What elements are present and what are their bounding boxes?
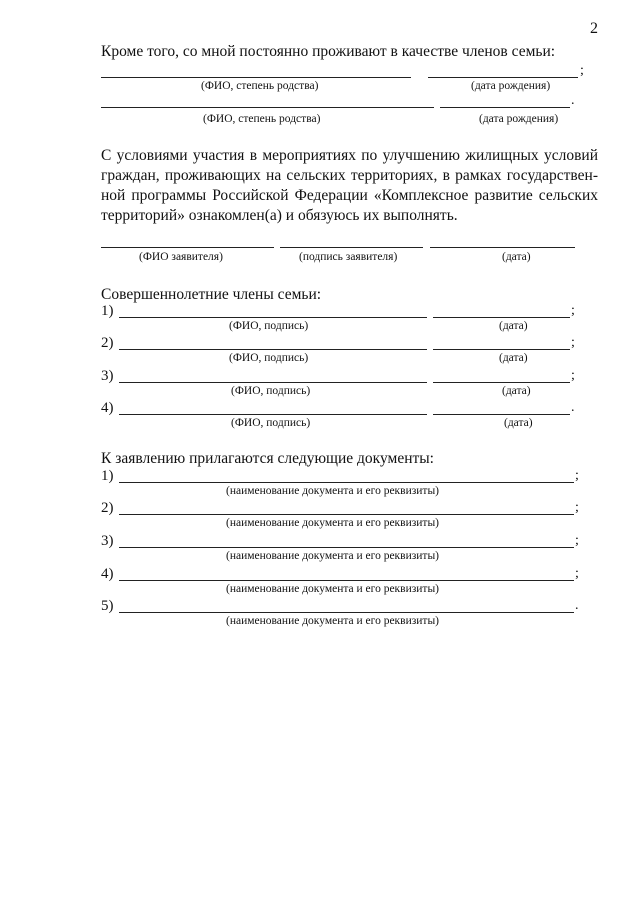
adult-row-2-end: ; [571, 335, 575, 350]
applicant-signature-line[interactable] [280, 247, 423, 248]
page-number: 2 [590, 20, 598, 37]
document-row-3-number: 3) [101, 533, 114, 549]
applicant-date-line[interactable] [430, 247, 575, 248]
adult-row-1-date-caption: (дата) [499, 320, 528, 332]
adult-row-2-number: 2) [101, 335, 114, 351]
conditions-paragraph: С условиями участия в мероприятиях по улучшению жилищных условий граждан, проживающих на сельских территориях, в рамках государствен-ной программы Российской Федерации «Комплексное развитие сельских территорий» ознакомлен(а) и обязуюсь их выполнять. [101, 147, 598, 224]
family-row-1-name-caption: (ФИО, степень родства) [201, 80, 319, 92]
adult-row-4-name-line[interactable] [119, 414, 427, 415]
document-row-2-end: ; [575, 500, 579, 515]
adult-row-3-date-line[interactable] [433, 382, 570, 383]
document-row-4-caption: (наименование документа и его реквизиты) [226, 583, 439, 595]
adult-row-4-date-caption: (дата) [504, 417, 533, 429]
document-row-3-line[interactable] [119, 547, 574, 548]
document-row-4-number: 4) [101, 566, 114, 582]
adult-row-4-date-line[interactable] [433, 414, 570, 415]
family-row-1-date-caption: (дата рождения) [471, 80, 551, 92]
adult-row-2-date-line[interactable] [433, 349, 570, 350]
family-row-2-end: . [571, 93, 575, 108]
document-row-2-caption: (наименование документа и его реквизиты) [226, 517, 439, 529]
document-row-2-line[interactable] [119, 514, 574, 515]
family-row-2-name-line[interactable] [101, 107, 434, 108]
adult-row-3-name-caption: (ФИО, подпись) [231, 385, 311, 397]
adult-row-2-name-line[interactable] [119, 349, 427, 350]
adult-members-header: Совершеннолетние члены семьи: [101, 286, 322, 303]
family-row-2-date-caption: (дата рождения) [479, 113, 559, 125]
adult-row-4-name-caption: (ФИО, подпись) [231, 417, 311, 429]
document-row-5-line[interactable] [119, 612, 574, 613]
document-row-1-line[interactable] [119, 482, 574, 483]
applicant-name-caption: (ФИО заявителя) [139, 251, 223, 263]
family-header: Кроме того, со мной постоянно проживают в качестве членов семьи: [101, 43, 556, 60]
document-row-5-end: . [575, 598, 579, 613]
adult-row-4-end: . [571, 400, 575, 415]
document-row-1-number: 1) [101, 468, 114, 484]
adult-row-4-number: 4) [101, 400, 114, 416]
document-row-1-caption: (наименование документа и его реквизиты) [226, 485, 439, 497]
family-row-1-date-line[interactable] [428, 77, 578, 78]
document-row-3-caption: (наименование документа и его реквизиты) [226, 550, 439, 562]
document-row-5-caption: (наименование документа и его реквизиты) [226, 615, 439, 627]
applicant-name-line[interactable] [101, 247, 274, 248]
adult-row-3-name-line[interactable] [119, 382, 427, 383]
document-row-1-end: ; [575, 468, 579, 483]
adult-row-1-name-caption: (ФИО, подпись) [229, 320, 309, 332]
adult-row-1-end: ; [571, 303, 575, 318]
applicant-signature-caption: (подпись заявителя) [299, 251, 398, 263]
family-row-1-name-line[interactable] [101, 77, 411, 78]
document-row-4-end: ; [575, 566, 579, 581]
adult-row-3-date-caption: (дата) [502, 385, 531, 397]
adult-row-1-date-line[interactable] [433, 317, 570, 318]
adult-row-2-date-caption: (дата) [499, 352, 528, 364]
document-row-4-line[interactable] [119, 580, 574, 581]
documents-header: К заявлению прилагаются следующие документы: [101, 450, 434, 467]
adult-row-1-number: 1) [101, 303, 114, 319]
document-row-3-end: ; [575, 533, 579, 548]
document-row-5-number: 5) [101, 598, 114, 614]
adult-row-3-end: ; [571, 368, 575, 383]
adult-row-2-name-caption: (ФИО, подпись) [229, 352, 309, 364]
adult-row-1-name-line[interactable] [119, 317, 427, 318]
adult-row-3-number: 3) [101, 368, 114, 384]
family-row-2-name-caption: (ФИО, степень родства) [203, 113, 321, 125]
family-row-2-date-line[interactable] [440, 107, 570, 108]
document-row-2-number: 2) [101, 500, 114, 516]
family-row-1-end: ; [580, 63, 584, 78]
applicant-date-caption: (дата) [502, 251, 531, 263]
